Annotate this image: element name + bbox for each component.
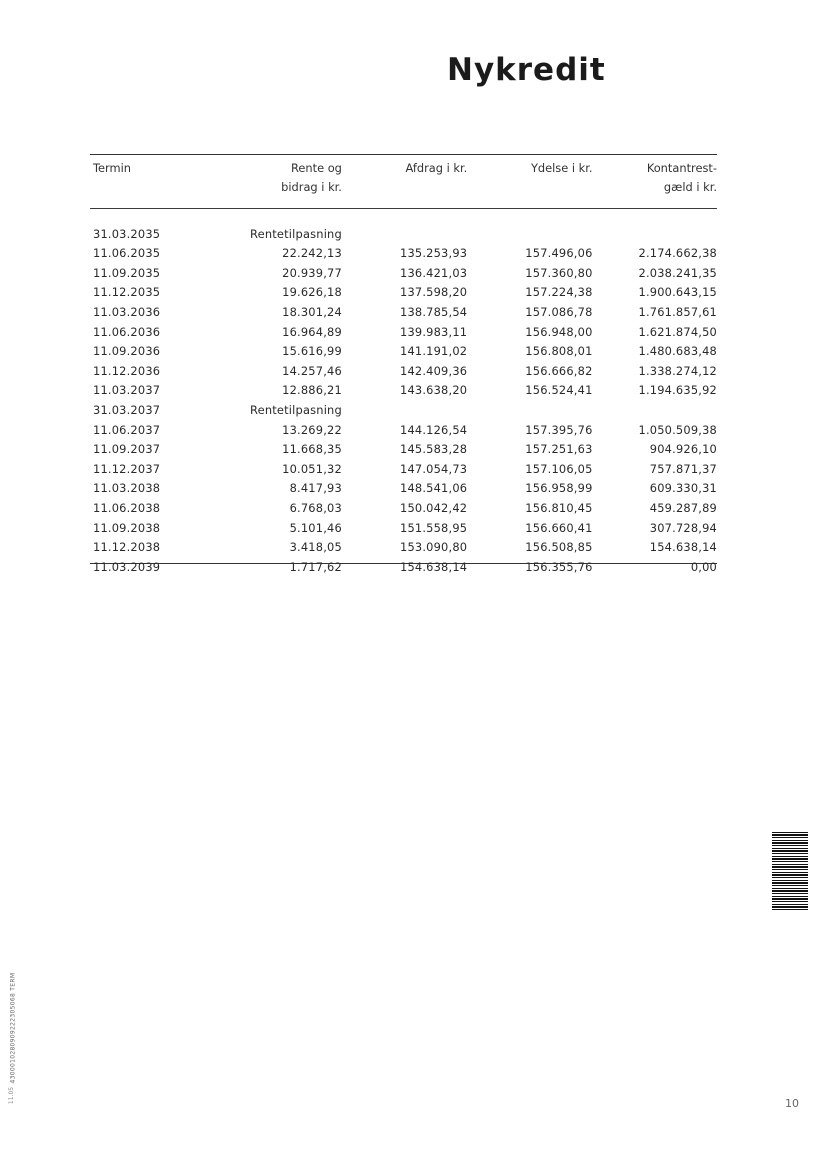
cell-ydelse: 156.508,85 <box>525 540 593 555</box>
cell-restgaeld: 307.728,94 <box>649 520 717 535</box>
cell-ydelse: 156.355,76 <box>525 559 593 574</box>
cell-empty <box>467 225 592 245</box>
barcode <box>772 832 808 912</box>
cell-afdrag: 136.421,03 <box>400 265 468 280</box>
cell-afdrag: 145.583,28 <box>400 442 468 457</box>
side-margin-mark: 11.05 <box>8 1086 16 1105</box>
cell-note: Rentetilpasning <box>250 226 342 241</box>
cell-afdrag: 138.785,54 <box>400 304 468 319</box>
col-restgaeld: Kontantrest- gæld i kr. <box>646 161 717 194</box>
cell-rente: 8.417,93 <box>289 481 342 496</box>
col-termin: Termin <box>93 161 131 175</box>
page-number: 10 <box>785 1097 799 1110</box>
table-row <box>90 323 717 343</box>
col-ydelse: Ydelse i kr. <box>530 161 593 175</box>
cell-rente: 13.269,22 <box>282 422 342 437</box>
cell-rente: 15.616,99 <box>282 344 342 359</box>
cell-rente: 10.051,32 <box>282 461 342 476</box>
cell-afdrag: 144.126,54 <box>400 422 468 437</box>
cell-afdrag: 135.253,93 <box>400 246 468 261</box>
cell-restgaeld: 459.287,89 <box>649 500 717 515</box>
cell-restgaeld: 1.621.874,50 <box>638 324 717 339</box>
cell-termin: 11.09.2036 <box>93 344 161 359</box>
cell-ydelse: 157.496,06 <box>525 246 593 261</box>
cell-empty <box>342 225 467 245</box>
table-row <box>90 381 717 401</box>
cell-termin: 11.12.2036 <box>93 363 161 378</box>
cell-empty <box>593 225 717 245</box>
table-header-row <box>90 157 717 205</box>
cell-afdrag: 151.558,95 <box>400 520 468 535</box>
cell-restgaeld: 904.926,10 <box>649 442 717 457</box>
cell-rente: 22.242,13 <box>282 246 342 261</box>
table-row <box>90 225 717 245</box>
table-row <box>90 538 717 558</box>
cell-empty <box>342 401 467 421</box>
cell-restgaeld: 0,00 <box>690 559 717 574</box>
cell-termin: 11.09.2035 <box>93 265 161 280</box>
cell-rente: 12.886,21 <box>282 383 342 398</box>
cell-termin: 11.06.2037 <box>93 422 161 437</box>
cell-rente: 1.717,62 <box>289 559 342 574</box>
cell-restgaeld: 2.038.241,35 <box>638 265 717 280</box>
col-rente: Rente og bidrag i kr. <box>281 161 342 194</box>
cell-termin: 11.06.2036 <box>93 324 161 339</box>
cell-ydelse: 156.660,41 <box>525 520 593 535</box>
col-afdrag: Afdrag i kr. <box>405 161 468 175</box>
table-top-rule <box>90 154 717 155</box>
cell-ydelse: 157.106,05 <box>525 461 593 476</box>
cell-afdrag: 142.409,36 <box>400 363 468 378</box>
cell-termin: 11.06.2035 <box>93 246 161 261</box>
cell-rente: 20.939,77 <box>282 265 342 280</box>
table-row <box>90 479 717 499</box>
cell-termin: 11.06.2038 <box>93 500 161 515</box>
nykredit-logo: Nykredit <box>447 52 606 88</box>
table-row <box>90 421 717 441</box>
cell-ydelse: 157.086,78 <box>525 304 593 319</box>
cell-restgaeld: 609.330,31 <box>649 481 717 496</box>
cell-afdrag: 150.042,42 <box>400 500 468 515</box>
table-body <box>90 225 717 578</box>
cell-ydelse: 156.810,45 <box>525 500 593 515</box>
cell-ydelse: 157.224,38 <box>525 285 593 300</box>
cell-termin: 11.03.2038 <box>93 481 161 496</box>
cell-restgaeld: 1.480.683,48 <box>638 344 717 359</box>
cell-note: Rentetilpasning <box>250 402 342 417</box>
cell-empty <box>593 401 717 421</box>
cell-ydelse: 156.524,41 <box>525 383 593 398</box>
cell-ydelse: 156.948,00 <box>525 324 593 339</box>
cell-rente: 19.626,18 <box>282 285 342 300</box>
cell-termin: 31.03.2037 <box>93 402 161 417</box>
cell-termin: 11.12.2037 <box>93 461 161 476</box>
cell-rente: 14.257,46 <box>282 363 342 378</box>
table-row <box>90 244 717 264</box>
cell-termin: 31.03.2035 <box>93 226 161 241</box>
cell-empty <box>467 401 592 421</box>
table-row <box>90 519 717 539</box>
cell-ydelse: 157.251,63 <box>525 442 593 457</box>
cell-rente: 5.101,46 <box>289 520 342 535</box>
cell-rente: 6.768,03 <box>289 500 342 515</box>
cell-restgaeld: 2.174.662,38 <box>638 246 717 261</box>
cell-rente: 18.301,24 <box>282 304 342 319</box>
table-row <box>90 558 717 578</box>
cell-termin: 11.03.2037 <box>93 383 161 398</box>
table-row <box>90 440 717 460</box>
cell-afdrag: 153.090,80 <box>400 540 468 555</box>
cell-afdrag: 137.598,20 <box>400 285 468 300</box>
cell-restgaeld: 154.638,14 <box>649 540 717 555</box>
cell-ydelse: 157.395,76 <box>525 422 593 437</box>
cell-rente: 3.418,05 <box>289 540 342 555</box>
amortization-table <box>90 157 717 577</box>
cell-restgaeld: 1.050.509,38 <box>638 422 717 437</box>
cell-termin: 11.03.2039 <box>93 559 161 574</box>
side-document-code: 4300010280909222305068 TERM <box>9 972 17 1084</box>
cell-termin: 11.03.2036 <box>93 304 161 319</box>
cell-afdrag: 143.638,20 <box>400 383 468 398</box>
cell-termin: 11.09.2037 <box>93 442 161 457</box>
cell-afdrag: 141.191,02 <box>400 344 468 359</box>
table-row <box>90 499 717 519</box>
cell-afdrag: 154.638,14 <box>400 559 468 574</box>
cell-restgaeld: 1.194.635,92 <box>638 383 717 398</box>
cell-restgaeld: 1.761.857,61 <box>638 304 717 319</box>
table-row <box>90 303 717 323</box>
cell-afdrag: 139.983,11 <box>400 324 468 339</box>
cell-ydelse: 156.666,82 <box>525 363 593 378</box>
cell-restgaeld: 757.871,37 <box>649 461 717 476</box>
table-row <box>90 264 717 284</box>
table-row <box>90 460 717 480</box>
cell-ydelse: 156.808,01 <box>525 344 593 359</box>
cell-rente: 16.964,89 <box>282 324 342 339</box>
cell-restgaeld: 1.900.643,15 <box>638 285 717 300</box>
table-row <box>90 283 717 303</box>
table-row <box>90 342 717 362</box>
cell-afdrag: 147.054,73 <box>400 461 468 476</box>
cell-termin: 11.12.2038 <box>93 540 161 555</box>
cell-afdrag: 148.541,06 <box>400 481 468 496</box>
table-row <box>90 362 717 382</box>
cell-restgaeld: 1.338.274,12 <box>638 363 717 378</box>
cell-ydelse: 156.958,99 <box>525 481 593 496</box>
cell-termin: 11.12.2035 <box>93 285 161 300</box>
table-row <box>90 401 717 421</box>
cell-termin: 11.09.2038 <box>93 520 161 535</box>
cell-ydelse: 157.360,80 <box>525 265 593 280</box>
cell-rente: 11.668,35 <box>282 442 342 457</box>
